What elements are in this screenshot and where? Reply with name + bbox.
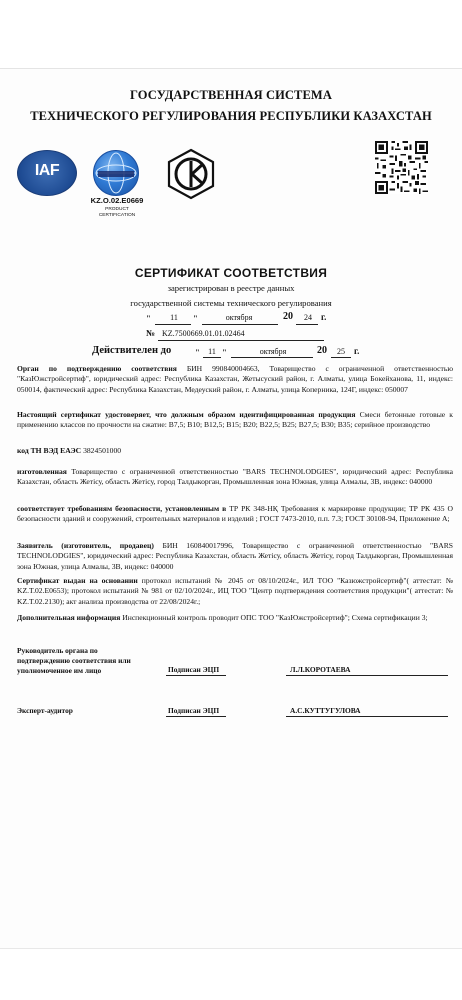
head-name: Л.Л.КОРОТАЕВА — [290, 665, 351, 674]
expert-label: Эксперт-аудитор — [17, 706, 73, 715]
reg-day: 11 — [170, 313, 178, 322]
valid-until-label: Действителен до — [92, 345, 172, 356]
additional-paragraph — [17, 613, 453, 623]
expert-signed-ecp: Подписан ЭЦП — [168, 706, 220, 715]
certificate-title: СЕРТИФИКАТ СООТВЕТСТВИЯ — [134, 266, 328, 280]
confirm-paragraph — [17, 410, 453, 431]
valid-year-prefix: 20 — [317, 345, 327, 356]
expert-signature-line — [166, 716, 226, 717]
valid-year-unit: г. — [354, 346, 360, 356]
requirements-text: ТР РК 348-НҚ Требования к маркировке продукции; ТР РК 435 О безопасности зданий и сооружений, строительных материалов и изделий ; ГОСТ 7473-2010, п.п. 7.3; ГОСТ 30108-94, Приложение А; — [17, 504, 453, 524]
subtitle-system: государственной системы технического регулирования — [130, 298, 332, 308]
applicant-label: Заявитель (изготовитель, продавец) — [17, 541, 154, 550]
tnved-value: 3824501000 — [83, 446, 122, 455]
accreditation-globe-logo — [93, 150, 139, 196]
manufactured-text: Товарищество с ограниченной ответственностью "BARS TECHNOLODGIES", юридический адрес: Республика Казахстан, область Жетісу, область Жетісу, город Талдыкорган, Промышленная зона Южная, улица Алмалы, 3В, индекс: 040000 — [17, 467, 453, 487]
tnved-paragraph — [17, 446, 453, 456]
issued-label: Сертификат выдан на основании — [17, 576, 138, 585]
manufactured-paragraph — [17, 467, 453, 488]
valid-year-underline — [331, 357, 351, 358]
reg-number-sign: № — [146, 328, 156, 338]
qr-code-icon — [375, 141, 428, 194]
iaf-logo-text: IAF — [34, 162, 60, 179]
valid-quote-close: " — [222, 347, 227, 357]
reg-year-suffix: 24 — [304, 313, 312, 322]
requirements-label: соответствует требованиям безопасности, установленным в — [17, 504, 227, 513]
reg-day-underline — [155, 324, 191, 325]
accreditation-code: KZ.O.02.E0669 — [90, 196, 144, 205]
iaf-logo — [17, 150, 77, 196]
head-name-line — [286, 675, 448, 676]
header-line-2: ТЕХНИЧЕСКОГО РЕГУЛИРОВАНИЯ РЕСПУБЛИКИ КАЗАХСТАН — [30, 109, 432, 123]
organ-paragraph — [17, 364, 453, 395]
valid-month: октября — [259, 347, 287, 356]
valid-quote-open: " — [195, 347, 200, 357]
issued-text: протокол испытаний № 2045 от 08/10/2024г., ИЛ ТОО "Казюжстройсертиф"( аттестат: № KZ.T.02.E0653); протокол испытаний № 981 от 02/10/2024г., ИЦ ТОО "Центр подтверждения соответствия продукции"( аттестат: № KZ.T.02.2130); акт анализа производства от 22/08/2024г.; — [17, 576, 453, 606]
valid-day: 11 — [208, 347, 216, 356]
reg-month: октября — [225, 313, 253, 322]
additional-text: Инспекционный контроль проводит ОПС ТОО "КазЮжстройсертиф"; Схема сертификации 3; — [122, 613, 428, 622]
head-signature-line — [166, 675, 226, 676]
applicant-text: БИН 160840017996, Товарищество с ограниченной ответственностью "BARS TECHNOLODGIES", юридический адрес: Республика Казахстан, область Жетісу, область Жетісу, город Талдыкорган, Промышленная зона Южная, улица Алмалы, 3В, индекс: 040000 — [17, 541, 453, 571]
expert-name: А.С.КУТТУГУЛОВА — [290, 706, 361, 715]
valid-year-suffix: 25 — [337, 347, 345, 356]
head-signatory-label: Руководитель органа по подтверждению соответствия или уполномоченное им лицо — [17, 646, 131, 675]
bottom-margin — [0, 948, 462, 1000]
expert-name-line — [286, 716, 448, 717]
issued-paragraph — [17, 576, 453, 607]
requirements-paragraph — [17, 504, 453, 525]
reg-number-underline — [158, 340, 324, 341]
valid-day-underline — [203, 357, 221, 358]
organ-text: БИН 990840004663, Товарищество с ограниченной ответственностью "КазЮжстройсертиф", юридический адрес: Республика Казахстан, Жетысуский район, г. Алматы, улица Бокейханова, 11, индекс: 050014, фактический адрес: Республика Казахстан, Медеуский район, г. Алматы, улица Коперника, 124Г, индекс: 050007 — [17, 364, 454, 394]
reg-year-underline — [296, 324, 318, 325]
reg-year-prefix: 20 — [283, 311, 293, 322]
manufactured-label: изготовленная — [17, 467, 67, 476]
reg-date-quote-close: " — [193, 313, 198, 323]
reg-month-underline — [202, 324, 278, 325]
header-line-1: ГОСУДАРСТВЕННАЯ СИСТЕМА — [130, 88, 332, 102]
tnved-label: код ТН ВЭД ЕАЭС — [17, 446, 82, 455]
confirm-label: Настоящий сертификат удостоверяет, что должным образом идентифицированная продукция — [17, 410, 356, 419]
reg-date-quote-open: " — [146, 313, 151, 323]
top-margin — [0, 0, 462, 68]
organ-label: Орган по подтверждению соответствия — [17, 364, 177, 373]
kz-conformity-mark-icon — [165, 148, 217, 200]
subtitle-registry: зарегистрирован в реестре данных — [167, 283, 295, 293]
additional-label: Дополнительная информация — [17, 613, 121, 622]
confirm-text: Смеси бетонные готовые к применению классов по прочности на сжатие: В7,5; В10; В12,5; В15; В20; В22,5; В25; В27,5; В30; В35; серийное производство — [17, 410, 453, 430]
head-signed-ecp: Подписан ЭЦП — [168, 665, 220, 674]
reg-number: KZ.7500669.01.01.02464 — [162, 329, 245, 338]
valid-month-underline — [231, 357, 313, 358]
reg-year-unit: г. — [321, 312, 327, 322]
applicant-paragraph — [17, 541, 453, 572]
product-certification-label: PRODUCT CERTIFICATION — [98, 207, 136, 218]
